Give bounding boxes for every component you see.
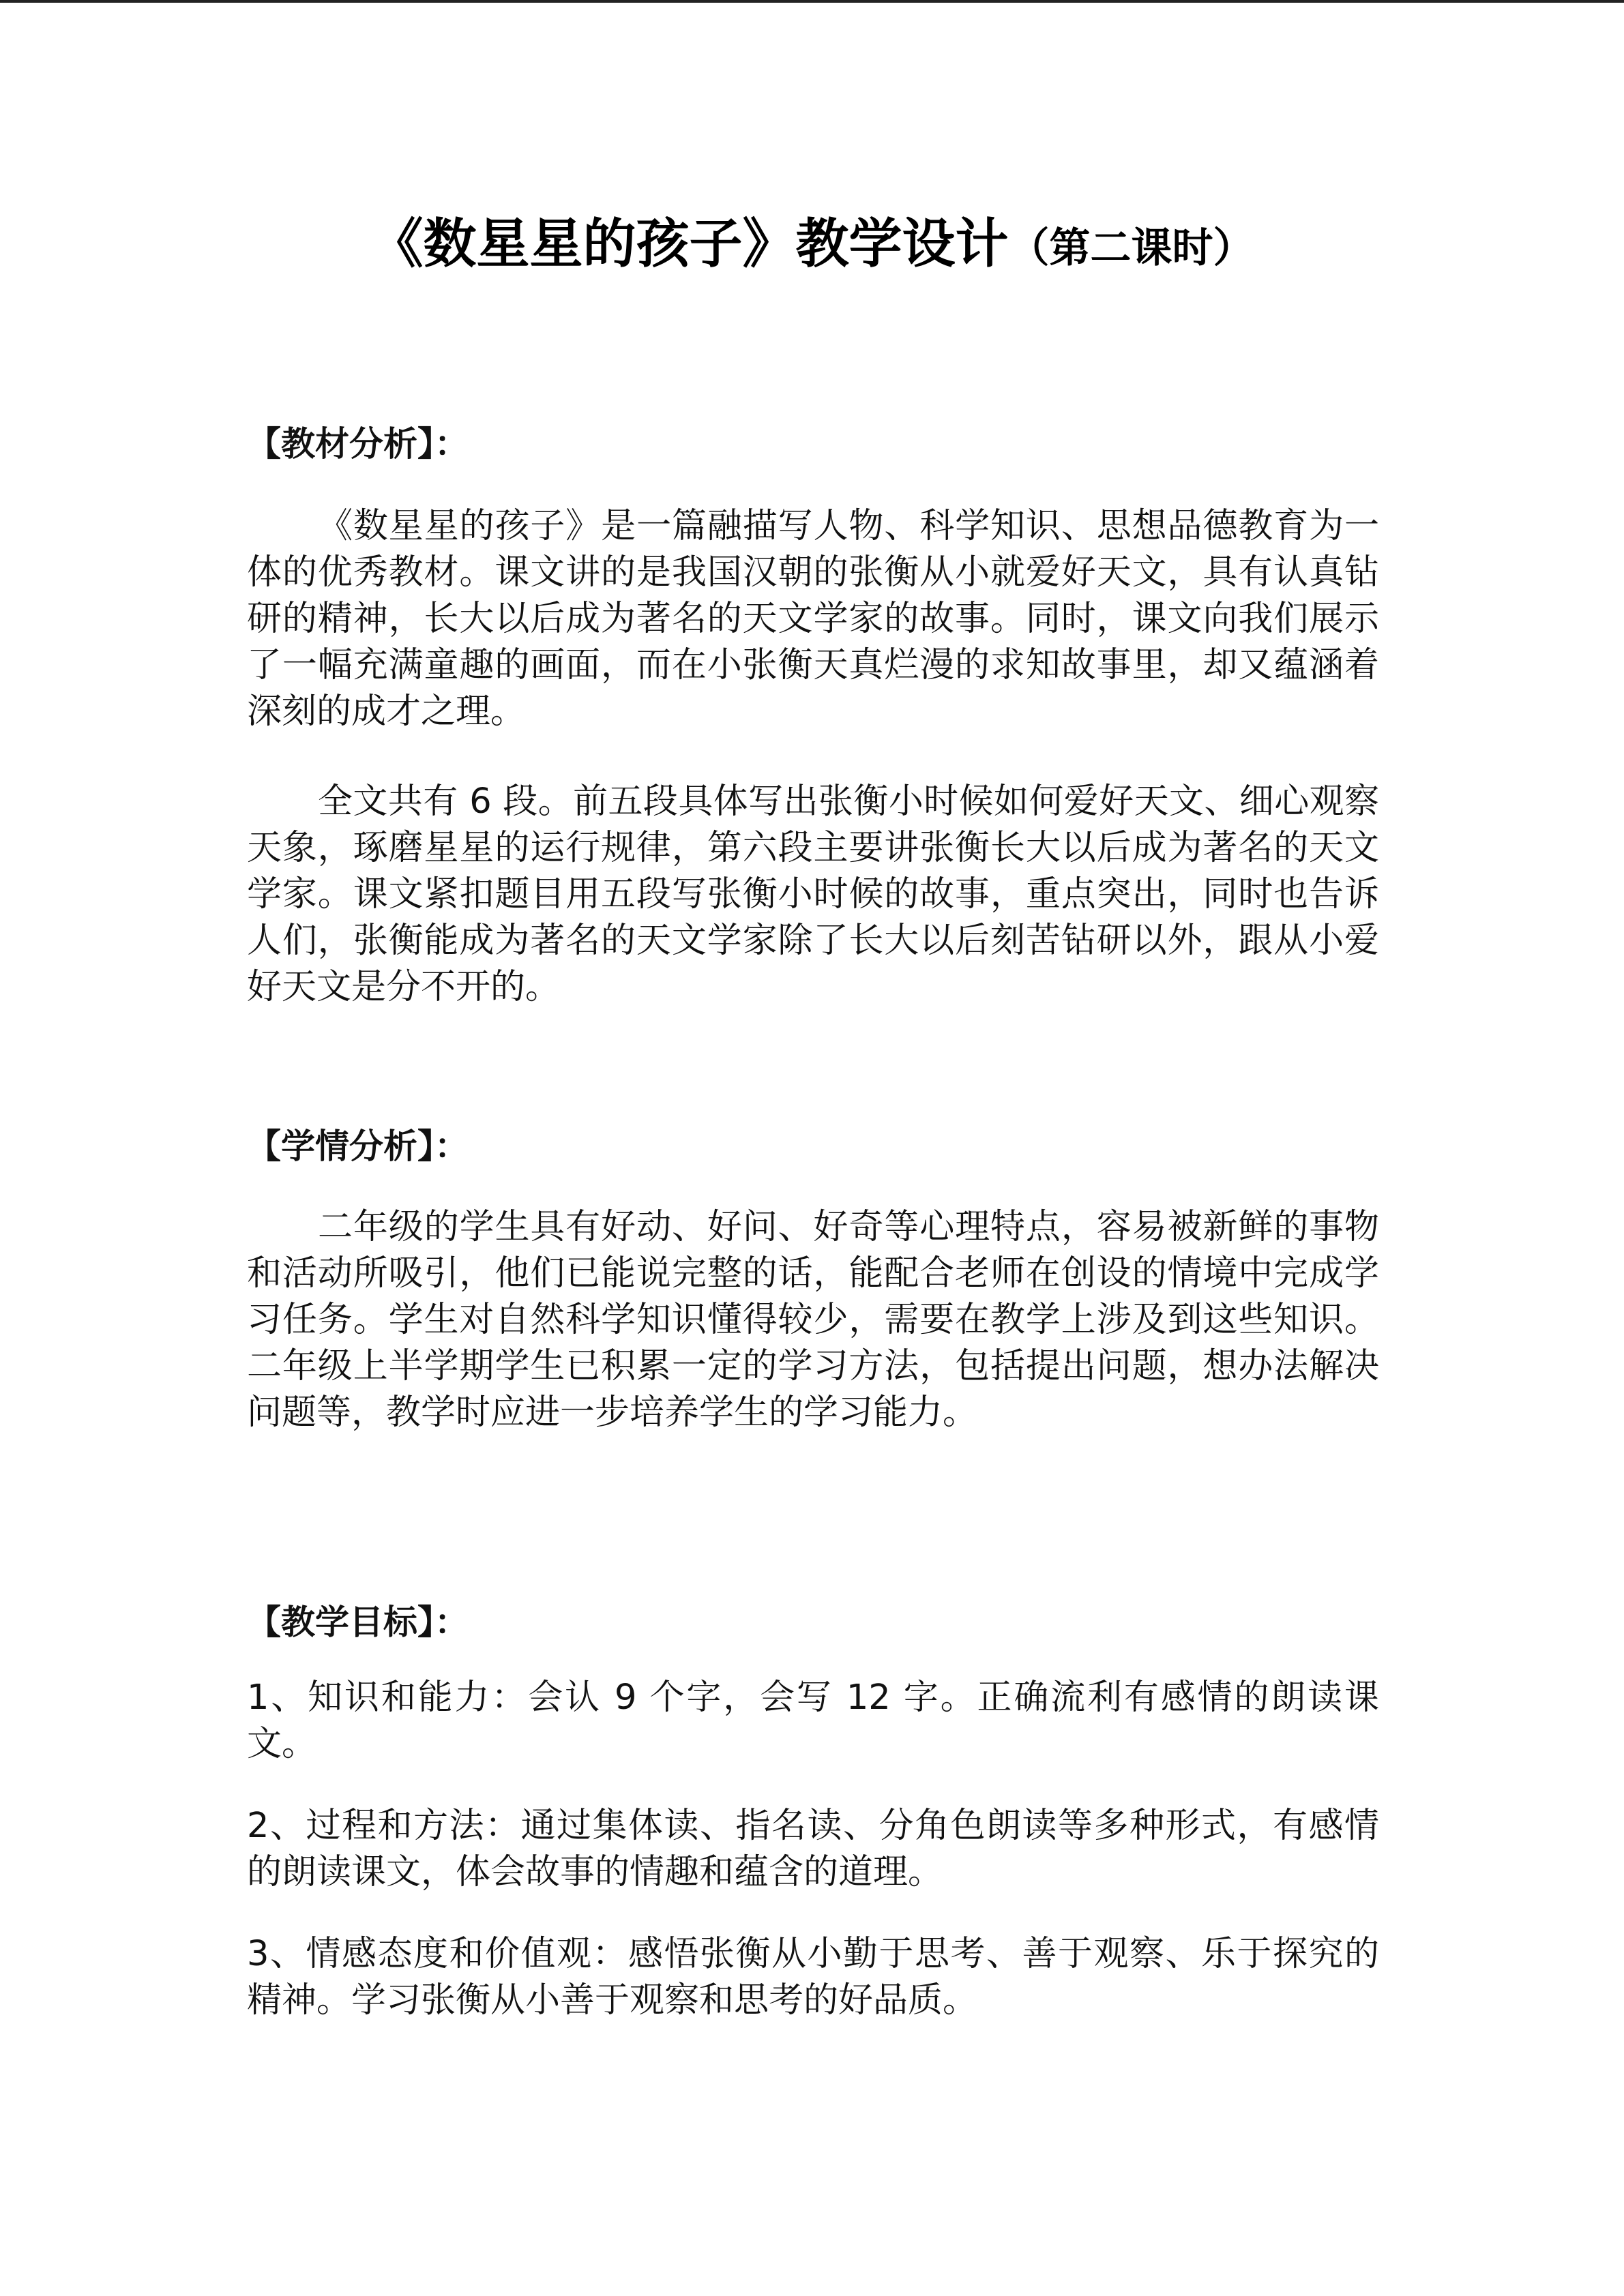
title-main: 《数星星的孩子》教学设计: [370, 213, 1009, 275]
section-heading-teaching-goals: 【教学目标】：: [247, 1602, 469, 1642]
goal-item-knowledge: 1、知识和能力：会认 9 个字，会写 12 字。正确流利有感情的朗读课文。: [247, 1678, 1379, 1764]
paragraph-textbook-analysis-2: 全文共有 6 段。前五段具体写出张衡小时候如何爱好天文、细心观察天象，琢磨星星的运行规律，第六段主要讲张衡长大以后成为著名的天文学家。课文紧扣题目用五段写张衡小时候的故事，重点突出，同时也告诉人们，张衡能成为著名的天文学家除了长大以后刻苦钻研以外，跟从小爱好天文是分不开的。: [247, 781, 1379, 1007]
title-subtitle: （第二课时）: [1008, 224, 1254, 272]
paragraph-student-analysis: 二年级的学生具有好动、好问、好奇等心理特点，容易被新鲜的事物和活动所吸引，他们已能说完整的话，能配合老师在创设的情境中完成学习任务。学生对自然科学知识懂得较少，需要在教学上涉及到这些知识。二年级上半学期学生已积累一定的学习方法，包括提出问题，想办法解决问题等，教学时应进一步培养学生的学习能力。: [247, 1207, 1379, 1433]
paragraph-textbook-analysis-1: 《数星星的孩子》是一篇融描写人物、科学知识、思想品德教育为一体的优秀教材。课文讲的是我国汉朝的张衡从小就爱好天文，具有认真钻研的精神，长大以后成为著名的天文学家的故事。同时，课文向我们展示了一幅充满童趣的画面，而在小张衡天真烂漫的求知故事里，却又蕴涵着深刻的成才之理。: [247, 506, 1379, 732]
document-title: [0, 201, 1624, 278]
goal-item-attitude: 3、情感态度和价值观：感悟张衡从小勤于思考、善于观察、乐于探究的精神。学习张衡从小善于观察和思考的好品质。: [247, 1934, 1379, 2021]
goal-item-process: 2、过程和方法：通过集体读、指名读、分角色朗读等多种形式，有感情的朗读课文，体会故事的情趣和蕴含的道理。: [247, 1806, 1379, 1892]
section-heading-student-analysis: 【学情分析】：: [247, 1127, 469, 1166]
section-heading-textbook-analysis: 【教材分析】：: [247, 424, 469, 464]
